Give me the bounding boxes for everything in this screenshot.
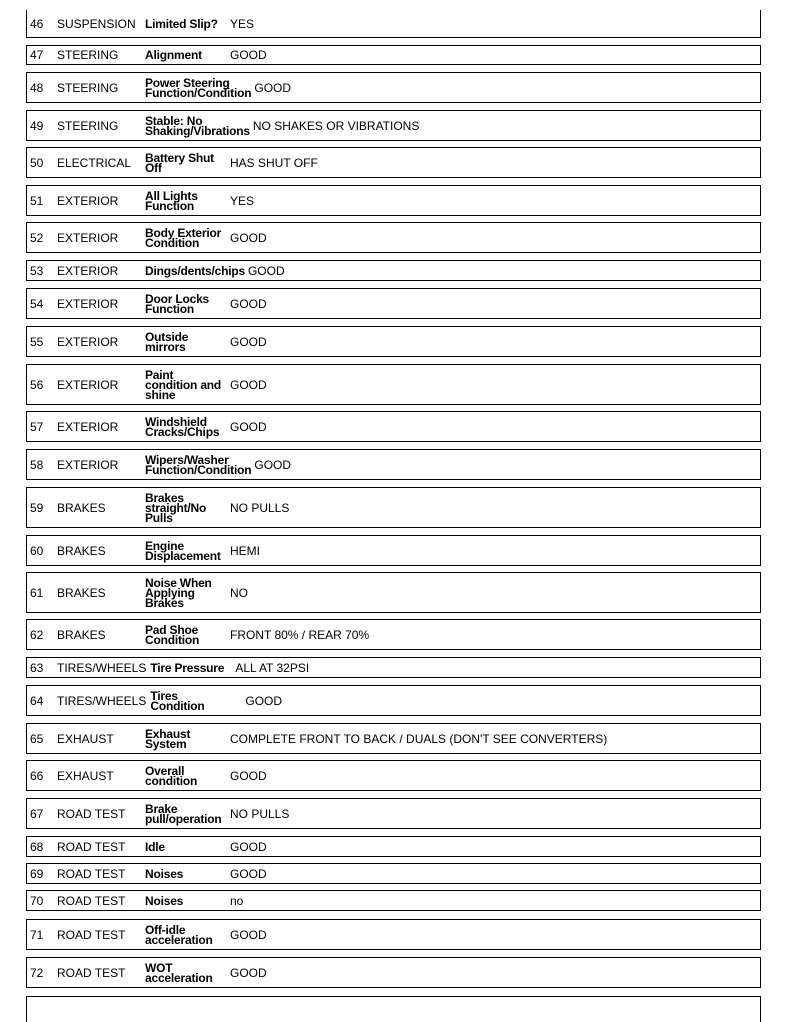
row-item-line: Shaking/Vibrations — [145, 123, 250, 138]
table-row-partial — [26, 996, 761, 1022]
row-item — [145, 839, 230, 854]
row-category: EXTERIOR — [57, 377, 119, 392]
row-category: STEERING — [57, 80, 119, 95]
row-number: 71 — [30, 927, 44, 942]
table-row — [26, 723, 761, 754]
row-category: EXTERIOR — [57, 296, 119, 311]
row-number: 52 — [30, 230, 44, 245]
row-item-line: Body Exterior — [145, 225, 222, 240]
row-value: GOOD — [245, 693, 283, 708]
row-item — [145, 367, 230, 402]
row-item — [145, 801, 230, 826]
row-item-line: straight/No — [145, 500, 207, 515]
row-value: GOOD — [230, 839, 267, 854]
row-category: BRAKES — [57, 585, 106, 600]
row-category: BRAKES — [57, 543, 106, 558]
row-item-line: Noises — [145, 893, 184, 908]
row-item — [145, 263, 248, 278]
row-value: GOOD — [254, 80, 292, 95]
table-row — [26, 798, 761, 829]
row-item — [145, 893, 230, 908]
row-value: GOOD — [247, 263, 285, 278]
row-item — [145, 960, 230, 985]
row-number: 51 — [30, 193, 44, 208]
row-category: BRAKES — [57, 500, 106, 515]
row-number: 59 — [30, 500, 44, 515]
row-number: 68 — [30, 839, 44, 854]
row-item — [145, 75, 254, 100]
row-item-line: Applying — [145, 585, 195, 600]
row-number: 60 — [30, 543, 44, 558]
row-item — [145, 113, 253, 138]
row-item — [145, 866, 230, 881]
row-category: TIRES/WHEELS — [57, 693, 147, 708]
table-row — [26, 72, 761, 103]
row-value: YES — [230, 16, 255, 31]
table-row — [26, 10, 761, 38]
row-value: YES — [230, 193, 255, 208]
row-item — [150, 688, 235, 713]
table-row — [26, 449, 761, 480]
row-item — [145, 763, 230, 788]
row-item-line: Cracks/Chips — [145, 424, 220, 439]
table-row — [26, 288, 761, 319]
row-number: 46 — [30, 16, 44, 31]
row-value: HAS SHUT OFF — [230, 155, 318, 170]
row-category: STEERING — [57, 48, 119, 62]
row-value: GOOD — [230, 866, 267, 881]
row-item — [145, 225, 230, 250]
row-category: ROAD TEST — [57, 866, 126, 881]
row-number: 53 — [30, 263, 44, 278]
row-item-line: Noise When — [145, 575, 212, 590]
row-category: SUSPENSION — [57, 16, 136, 31]
row-category: ROAD TEST — [57, 806, 126, 821]
row-item-line: Tires — [150, 688, 178, 703]
row-item-line: Condition — [145, 235, 200, 250]
row-item-line: Noises — [145, 866, 184, 881]
row-item — [145, 329, 230, 354]
row-item-line: Dings/dents/chips — [145, 263, 245, 278]
row-item-line: Pulls — [145, 510, 173, 525]
row-value: HEMI — [230, 543, 260, 558]
row-item-line: Windshield — [145, 414, 207, 429]
row-item-line: acceleration — [145, 970, 213, 985]
row-number: 64 — [30, 693, 44, 708]
row-category: TIRES/WHEELS — [57, 660, 147, 675]
row-item — [145, 575, 230, 610]
row-value: GOOD — [230, 965, 267, 980]
row-item — [150, 660, 235, 675]
row-item-line: Limited Slip? — [145, 16, 218, 31]
row-item-line: Paint — [145, 367, 174, 382]
row-item-line: Function/Condition — [145, 462, 252, 477]
row-item-line: Displacement — [145, 548, 221, 563]
table-row — [26, 411, 761, 442]
row-value: GOOD — [230, 768, 267, 783]
row-value: GOOD — [230, 419, 267, 434]
row-value: NO SHAKES OR VIBRATIONS — [252, 118, 420, 133]
row-item-line: System — [145, 736, 187, 751]
row-item — [145, 414, 230, 439]
row-item — [145, 291, 230, 316]
row-item-line: Idle — [145, 839, 165, 854]
row-item-line: Brakes — [145, 595, 184, 610]
row-item-line: Off-idle — [145, 922, 186, 937]
row-number: 66 — [30, 768, 44, 783]
table-row — [26, 836, 761, 857]
row-item — [145, 150, 230, 175]
table-row — [26, 863, 761, 884]
row-category: EXTERIOR — [57, 419, 119, 434]
row-value: GOOD — [230, 334, 267, 349]
row-value: GOOD — [230, 377, 267, 392]
table-row — [26, 890, 761, 911]
row-item-line: Condition — [150, 698, 205, 713]
row-value: GOOD — [230, 927, 267, 942]
row-item — [145, 188, 230, 213]
row-value: COMPLETE FRONT TO BACK / DUALS (DON'T SEE CONVERTERS) — [230, 731, 608, 746]
row-item-line: Function — [145, 198, 195, 213]
table-row — [26, 760, 761, 791]
row-number: 56 — [30, 377, 44, 392]
row-item-line: Condition — [145, 632, 200, 647]
row-category: ELECTRICAL — [57, 155, 132, 170]
row-item — [145, 922, 230, 947]
row-item — [145, 538, 230, 563]
row-item-line: WOT — [145, 960, 173, 975]
row-item-line: Off — [145, 160, 162, 175]
row-item-line: condition — [145, 773, 198, 788]
row-category: EXTERIOR — [57, 263, 119, 278]
table-row — [26, 110, 761, 141]
row-number: 49 — [30, 118, 44, 133]
row-number: 47 — [30, 48, 44, 62]
table-row — [26, 222, 761, 253]
table-row — [26, 535, 761, 566]
row-number: 61 — [30, 585, 44, 600]
row-item-line: Battery Shut — [145, 150, 214, 165]
row-number: 72 — [30, 965, 44, 980]
row-value: NO — [230, 585, 248, 600]
table-row — [26, 919, 761, 950]
row-item-line: Outside — [145, 329, 189, 344]
row-value: no — [230, 893, 244, 908]
row-category: EXTERIOR — [57, 230, 119, 245]
row-item-line: condition and — [145, 377, 222, 392]
row-item-line: Power Steering — [145, 75, 230, 90]
table-row — [26, 364, 761, 405]
row-number: 69 — [30, 866, 44, 881]
row-value: ALL AT 32PSI — [235, 660, 310, 675]
row-number: 58 — [30, 457, 44, 472]
row-item-line: Stable: No — [145, 113, 203, 128]
row-category: ROAD TEST — [57, 893, 126, 908]
row-category: BRAKES — [57, 627, 106, 642]
row-number: 48 — [30, 80, 44, 95]
row-value: NO PULLS — [230, 806, 290, 821]
row-item-line: Engine — [145, 538, 184, 553]
row-item-line: acceleration — [145, 932, 213, 947]
row-item-line: pull/operation — [145, 811, 222, 826]
row-item-line: Wipers/Washer — [145, 452, 229, 467]
row-category: EXHAUST — [57, 731, 114, 746]
row-number: 62 — [30, 627, 44, 642]
row-item-line: Overall — [145, 763, 185, 778]
row-item — [145, 622, 230, 647]
row-category: EXTERIOR — [57, 193, 119, 208]
table-row — [26, 657, 761, 678]
row-item-line: Door Locks — [145, 291, 210, 306]
row-category: EXTERIOR — [57, 457, 119, 472]
table-row — [26, 619, 761, 650]
table-row — [26, 185, 761, 216]
row-item-line: shine — [145, 387, 176, 402]
row-item-line: Brake — [145, 801, 178, 816]
row-item-line: Alignment — [145, 48, 202, 62]
row-number: 67 — [30, 806, 44, 821]
row-number: 57 — [30, 419, 44, 434]
row-value: GOOD — [254, 457, 292, 472]
row-value: NO PULLS — [230, 500, 290, 515]
table-row — [26, 685, 761, 716]
row-item-line: Function — [145, 301, 195, 316]
row-number: 65 — [30, 731, 44, 746]
row-item — [145, 452, 254, 477]
row-value: FRONT 80% / REAR 70% — [230, 627, 370, 642]
row-value: GOOD — [230, 230, 267, 245]
row-item-line: Brakes — [145, 490, 184, 505]
row-category: ROAD TEST — [57, 965, 126, 980]
row-category: STEERING — [57, 118, 119, 133]
table-row — [26, 957, 761, 988]
row-number: 55 — [30, 334, 44, 349]
row-item-line: All Lights — [145, 188, 198, 203]
row-category: ROAD TEST — [57, 927, 126, 942]
row-item — [145, 50, 230, 60]
row-number: 70 — [30, 893, 44, 908]
row-item — [145, 726, 230, 751]
row-number: 54 — [30, 296, 44, 311]
row-item-line: Pad Shoe — [145, 622, 199, 637]
row-item-line: Function/Condition — [145, 85, 252, 100]
row-category: ROAD TEST — [57, 839, 126, 854]
row-category: EXTERIOR — [57, 334, 119, 349]
row-value: GOOD — [230, 296, 267, 311]
row-item-line: Tire Pressure — [150, 660, 225, 675]
row-category: EXHAUST — [57, 768, 114, 783]
row-number: 63 — [30, 660, 44, 675]
row-number: 50 — [30, 155, 44, 170]
table-row — [26, 147, 761, 178]
table-row — [26, 572, 761, 613]
row-item — [145, 16, 230, 31]
row-item — [145, 490, 230, 525]
table-row — [26, 487, 761, 528]
table-row — [26, 45, 761, 65]
row-item-line: Exhaust — [145, 726, 191, 741]
table-row — [26, 260, 761, 281]
table-row — [26, 326, 761, 357]
row-value: GOOD — [230, 48, 267, 62]
row-item-line: mirrors — [145, 339, 186, 354]
